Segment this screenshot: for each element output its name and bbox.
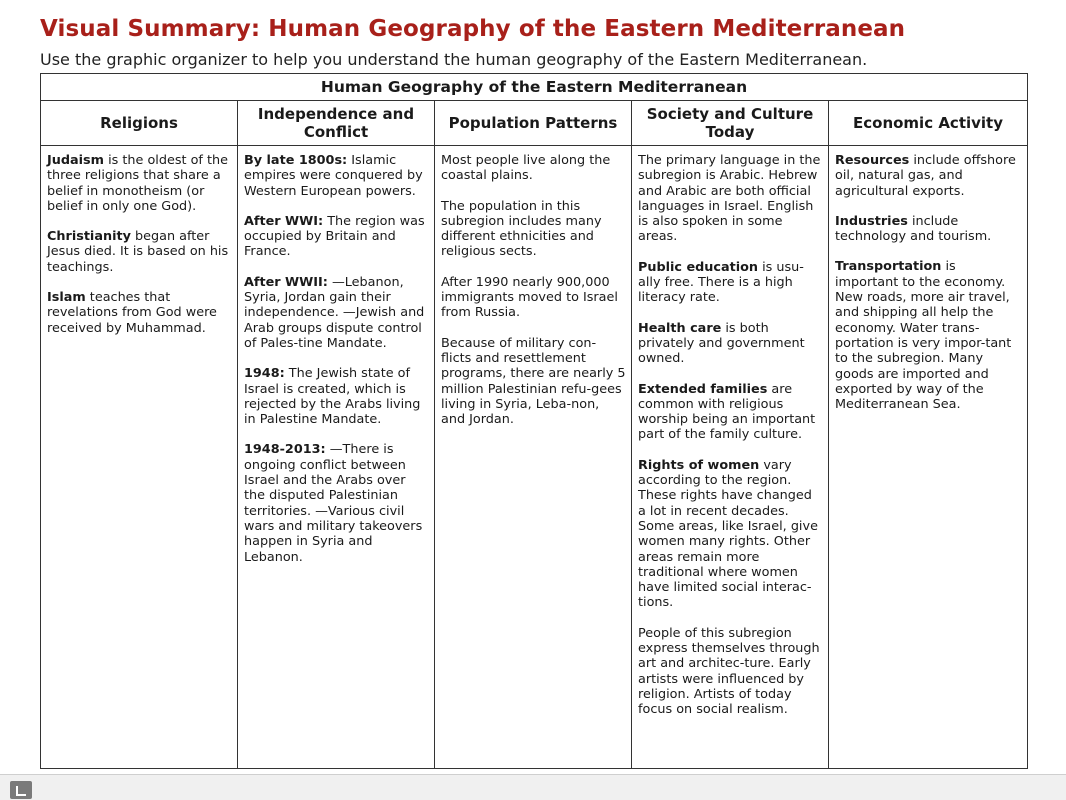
- cell-paragraph: [244, 214, 429, 260]
- cell-paragraph: [835, 259, 1022, 412]
- cell-paragraph: [638, 382, 823, 443]
- paragraph-text: The region was occupied by Britain and France.: [244, 213, 425, 260]
- paragraph-heading: Extended families: [638, 381, 768, 397]
- paragraph-text: is important to the economy. New roads, more air travel, and shipping all help the economy. Water trans-portation is very impor-tant to the subregion. Many goods are imported and exported by way of the Mediterranean Sea.: [835, 259, 1012, 413]
- paragraph-text: People of this subregion express themselves through art and architec-ture. Early artists were influenced by religion. Artists of today focus on social realism.: [638, 625, 820, 718]
- paragraph-text: Most people live along the coastal plains.: [441, 153, 611, 184]
- paragraph-heading: Public education: [638, 259, 759, 275]
- cell-paragraph: [441, 153, 626, 184]
- column-cell-independence: [238, 146, 435, 768]
- paragraph-heading: After WWI:: [244, 213, 324, 229]
- paragraph-text: After 1990 nearly 900,000 immigrants moved to Israel from Russia.: [441, 274, 618, 321]
- cell-paragraph: [441, 336, 626, 428]
- bottom-toolbar: [0, 774, 1066, 800]
- header-row: [41, 101, 1027, 146]
- paragraph-text: Islamic empires were conquered by Western European powers.: [244, 153, 423, 199]
- cell-paragraph: [638, 153, 823, 245]
- cell-paragraph: [47, 153, 232, 214]
- paragraph-text: is usu-ally free. There is a high literacy rate.: [638, 259, 804, 306]
- graphic-organizer-table: [40, 73, 1028, 769]
- paragraph-text: are common with religious worship being an important part of the family culture.: [638, 381, 816, 443]
- paragraph-text: include offshore oil, natural gas, and agricultural exports.: [835, 153, 1016, 199]
- paragraph-text: is both privately and government owned.: [638, 320, 805, 367]
- column-cell-religions: [41, 146, 238, 768]
- column-header-society: Society and Culture Today: [632, 101, 829, 145]
- paragraph-text: Because of military con-flicts and resettlement programs, there are nearly 5 million Palestinian refu-gees living in Syria, Leba-non, and Jordan.: [441, 335, 626, 428]
- paragraph-heading: Judaism: [47, 153, 105, 168]
- cell-paragraph: [47, 229, 232, 275]
- paragraph-heading: Islam: [47, 290, 86, 306]
- paragraph-text: —There is ongoing conflict between Israel and the Arabs over the disputed Palestinian territories. —Various civil wars and military takeovers happen in Syria and Lebanon.: [244, 442, 423, 565]
- paragraph-heading: Transportation: [835, 259, 942, 275]
- cell-paragraph: [244, 153, 429, 199]
- paragraph-text: vary according to the region. These rights have changed a lot in recent decades. Some areas, like Israel, give women many rights. Other areas remain more traditional where women have limited social interac-tions.: [638, 457, 818, 611]
- paragraph-heading: 1948:: [244, 366, 285, 382]
- paragraph-heading: After WWII:: [244, 274, 328, 290]
- column-cell-population: [435, 146, 632, 768]
- cell-paragraph: [835, 153, 1022, 199]
- cell-paragraph: [441, 199, 626, 260]
- paragraph-text: The primary language in the subregion is Arabic. Hebrew and Arabic are both official languages in Israel. English is also spoken in some areas.: [638, 153, 821, 245]
- paragraph-text: —Lebanon, Syria, Jordan gain their independence. —Jewish and Arab groups dispute control of Pales-tine Mandate.: [244, 274, 425, 351]
- cell-paragraph: [638, 458, 823, 611]
- paragraph-text: teaches that revelations from God were received by Muhammad.: [47, 290, 217, 336]
- paragraph-heading: 1948-2013:: [244, 442, 326, 458]
- column-cell-economic: [829, 146, 1027, 768]
- paragraph-heading: By late 1800s:: [244, 153, 348, 168]
- page-subtitle: Use the graphic organizer to help you understand the human geography of the Eastern Mediterranean.: [40, 50, 868, 69]
- paragraph-heading: Christianity: [47, 229, 131, 245]
- column-header-population: Population Patterns: [435, 101, 632, 145]
- paragraph-text: is the oldest of the three religions that share a belief in monotheism (or belief in only one God).: [47, 153, 228, 214]
- column-header-independence: Independence and Conflict: [238, 101, 435, 145]
- paragraph-heading: Industries: [835, 213, 908, 229]
- cell-paragraph: [244, 442, 429, 564]
- cell-paragraph: [638, 321, 823, 367]
- page-title: Visual Summary: Human Geography of the Eastern Mediterranean: [40, 16, 906, 42]
- paragraph-text: began after Jesus died. It is based on his teachings.: [47, 229, 229, 275]
- content-row: [41, 146, 1027, 768]
- paragraph-heading: Resources: [835, 153, 910, 168]
- column-header-religions: Religions: [41, 101, 238, 145]
- page-corner-icon[interactable]: [10, 781, 32, 799]
- cell-paragraph: [244, 275, 429, 351]
- cell-paragraph: [835, 214, 1022, 245]
- paragraph-text: include technology and tourism.: [835, 213, 992, 245]
- cell-paragraph: [47, 290, 232, 336]
- column-cell-society: [632, 146, 829, 768]
- table-title: Human Geography of the Eastern Mediterranean: [41, 74, 1027, 101]
- cell-paragraph: [638, 260, 823, 306]
- paragraph-heading: Health care: [638, 320, 722, 336]
- cell-paragraph: [441, 275, 626, 321]
- paragraph-heading: Rights of women: [638, 457, 760, 473]
- cell-paragraph: [244, 366, 429, 427]
- cell-paragraph: [638, 626, 823, 718]
- column-header-economic: Economic Activity: [853, 114, 1003, 132]
- paragraph-text: The Jewish state of Israel is created, which is rejected by the Arabs living in Palestine Mandate.: [244, 366, 421, 428]
- paragraph-text: The population in this subregion includes many different ethnicities and religious sects.: [441, 198, 602, 260]
